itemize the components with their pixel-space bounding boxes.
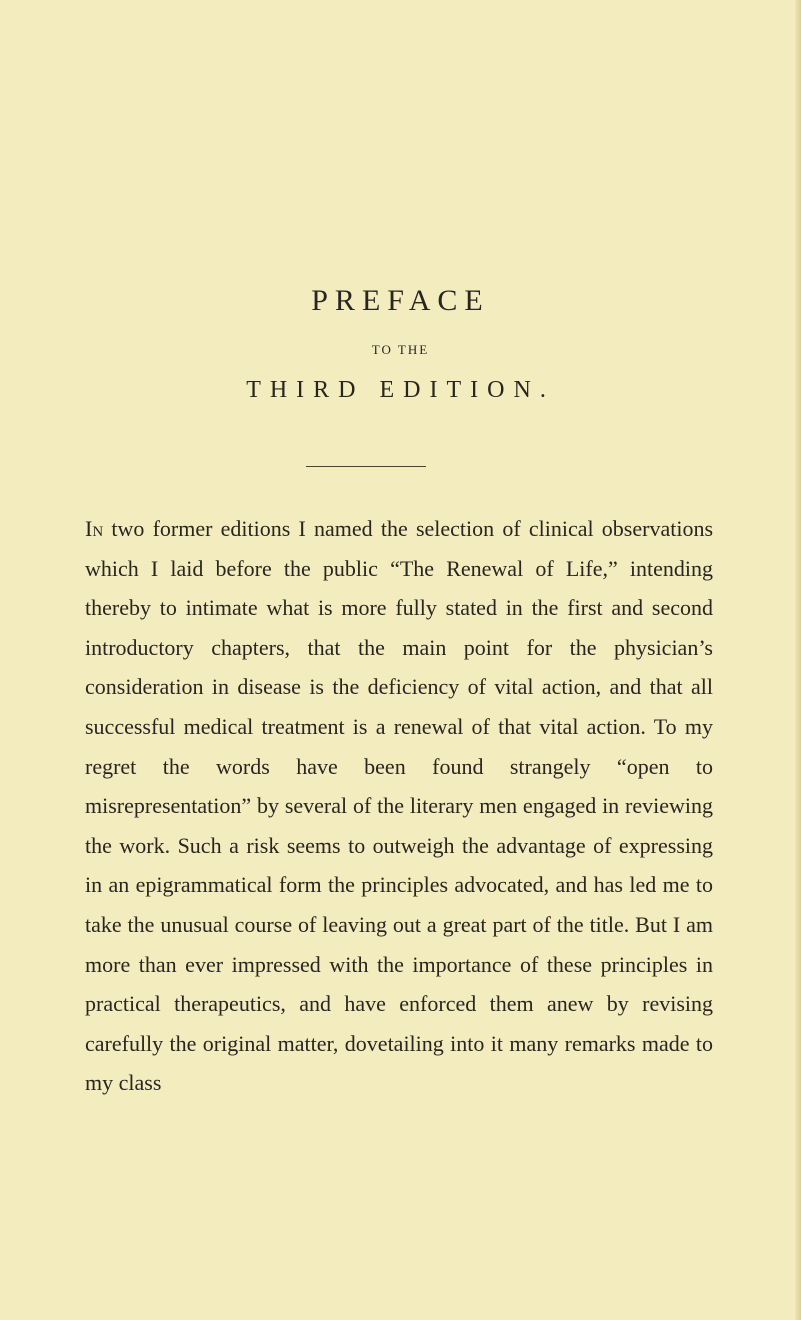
preface-paragraph: two former editions I named the selection of clinical observations which I laid before the public “The Renewal of Life,” intending thereby to intimate what is more fully stated in the first and second introductory chapters, that the main point for the physician’s consideration in disease is the deficiency of vital action, and that all successful medical treatment is a renewal of that vital action. To my regret the words have been found strangely “open to misrepresentation” by several of the literary men engaged in reviewing the work. Such a risk seems to outweigh the advantage of expressing in an epigrammatical form the principles advocated, and has led me to take the unusual course of leaving out a great part of the title. But I am more than ever impressed with the importance of these principles in practical therapeutics, and have enforced them anew by revising carefully the original matter, dovetailing into it many remarks made to my class xyxy=(85,516,714,1096)
preface-subtitle-small: TO THE xyxy=(371,342,430,357)
page-edge xyxy=(795,0,801,1320)
lead-word: In xyxy=(85,516,104,541)
preface-body xyxy=(85,509,713,1103)
edition-title: THIRD EDITION. xyxy=(246,377,555,403)
preface-title: PREFACE xyxy=(311,284,490,317)
section-divider xyxy=(306,466,426,467)
